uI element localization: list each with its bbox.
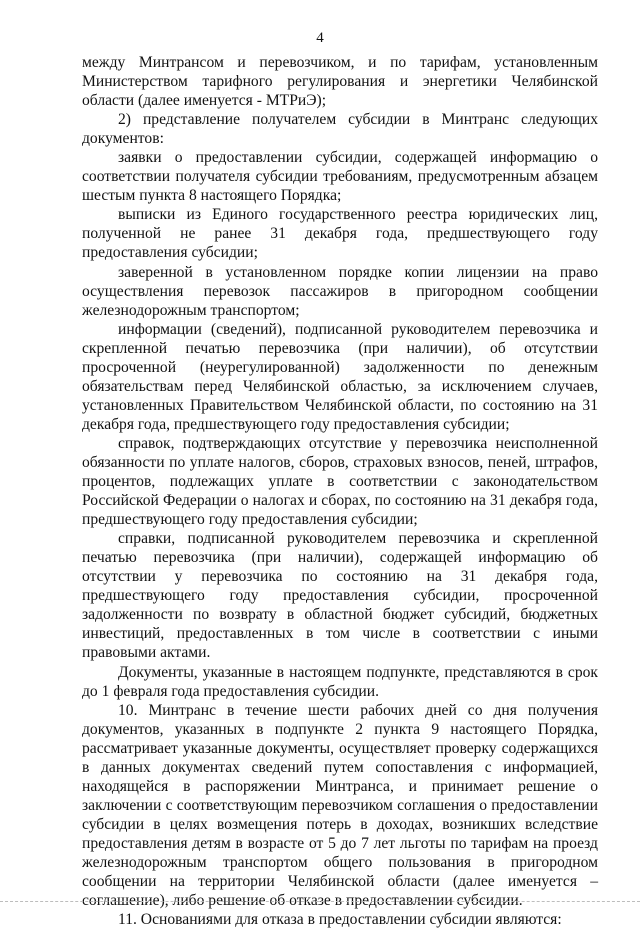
- document-body: [82, 53, 598, 929]
- paragraph-application: заявки о предоставлении субсидии, содержащей информацию о соответствии получателя субсидии требованиям, предусмотренным абзацем шестым пункта 8 настоящего Порядка;: [82, 149, 598, 205]
- paragraph-subpoint-2: 2) представление получателем субсидии в Минтранс следующих документов:: [82, 111, 598, 148]
- paragraph-point-10: 10. Минтранс в течение шести рабочих дней со дня получения документов, указанных в подпункте 2 пункта 9 настоящего Порядка, рассматривает указанные документы, осуществляет проверку содержащихся в данных документах сведений путем сопоставления с информацией, находящейся в распоряжении Минтранса, и принимает решение о заключении с соответствующим перевозчиком соглашения о предоставлении субсидии в целях возмещения потерь в доходах, возникших вследствие предоставления детям в возрасте от 5 до 7 лет льготы по тарифам на проезд железнодорожным транспортом общего пользования в пригородном сообщении на территории Челябинской области (далее именуется – соглашение), либо решение об отказе в предоставлении субсидии.: [82, 701, 598, 910]
- paragraph-submission-deadline: Документы, указанные в настоящем подпункте, представляются в срок до 1 февраля года предоставления субсидии.: [82, 663, 598, 700]
- paragraph-budget-certificate: справки, подписанной руководителем перевозчика и скрепленной печатью перевозчика (при наличии), содержащей информацию об отсутствии у перевозчика по состоянию на 31 декабря года, предшествующего году предоставления субсидии, просроченной задолженности по возврату в областной бюджет субсидий, бюджетных инвестиций, предоставленных в том числе в соответствии с иными правовыми актами.: [82, 530, 598, 662]
- paragraph-registry-extract: выписки из Единого государственного реестра юридических лиц, полученной не ранее 31 декабря года, предшествующего году предоставления субсидии;: [82, 206, 598, 262]
- scan-bottom-edge: [0, 901, 640, 902]
- paragraph-tax-certificates: справок, подтверждающих отсутствие у перевозчика неисполненной обязанности по уплате налогов, сборов, страховых взносов, пеней, штрафов, процентов, подлежащих уплате в соответствии с законодательством Российской Федерации о налогах и сборах, по состоянию на 31 декабря года, предшествующего году предоставления субсидии;: [82, 434, 598, 529]
- page-number: 4: [316, 30, 324, 46]
- paragraph-license-copy: заверенной в установленном порядке копии лицензии на право осуществления перевозок пассажиров в пригородном сообщении железнодорожным транспортом;: [82, 263, 598, 319]
- paragraph-continuation: между Минтрансом и перевозчиком, и по тарифам, установленным Министерством тарифного регулирования и энергетики Челябинской области (далее именуется - МТРиЭ);: [82, 54, 598, 110]
- paragraph-debt-information: информации (сведений), подписанной руководителем перевозчика и скрепленной печатью перевозчика (при наличии), об отсутствии просроченной (неурегулированной) задолженности по денежным обязательствам перед Челябинской областью, за исключением случаев, установленных Правительством Челябинской области, по состоянию на 31 декабря года, предшествующего году предоставления субсидии;: [82, 320, 598, 433]
- paragraph-point-11: 11. Основаниями для отказа в предоставлении субсидии являются:: [118, 911, 562, 929]
